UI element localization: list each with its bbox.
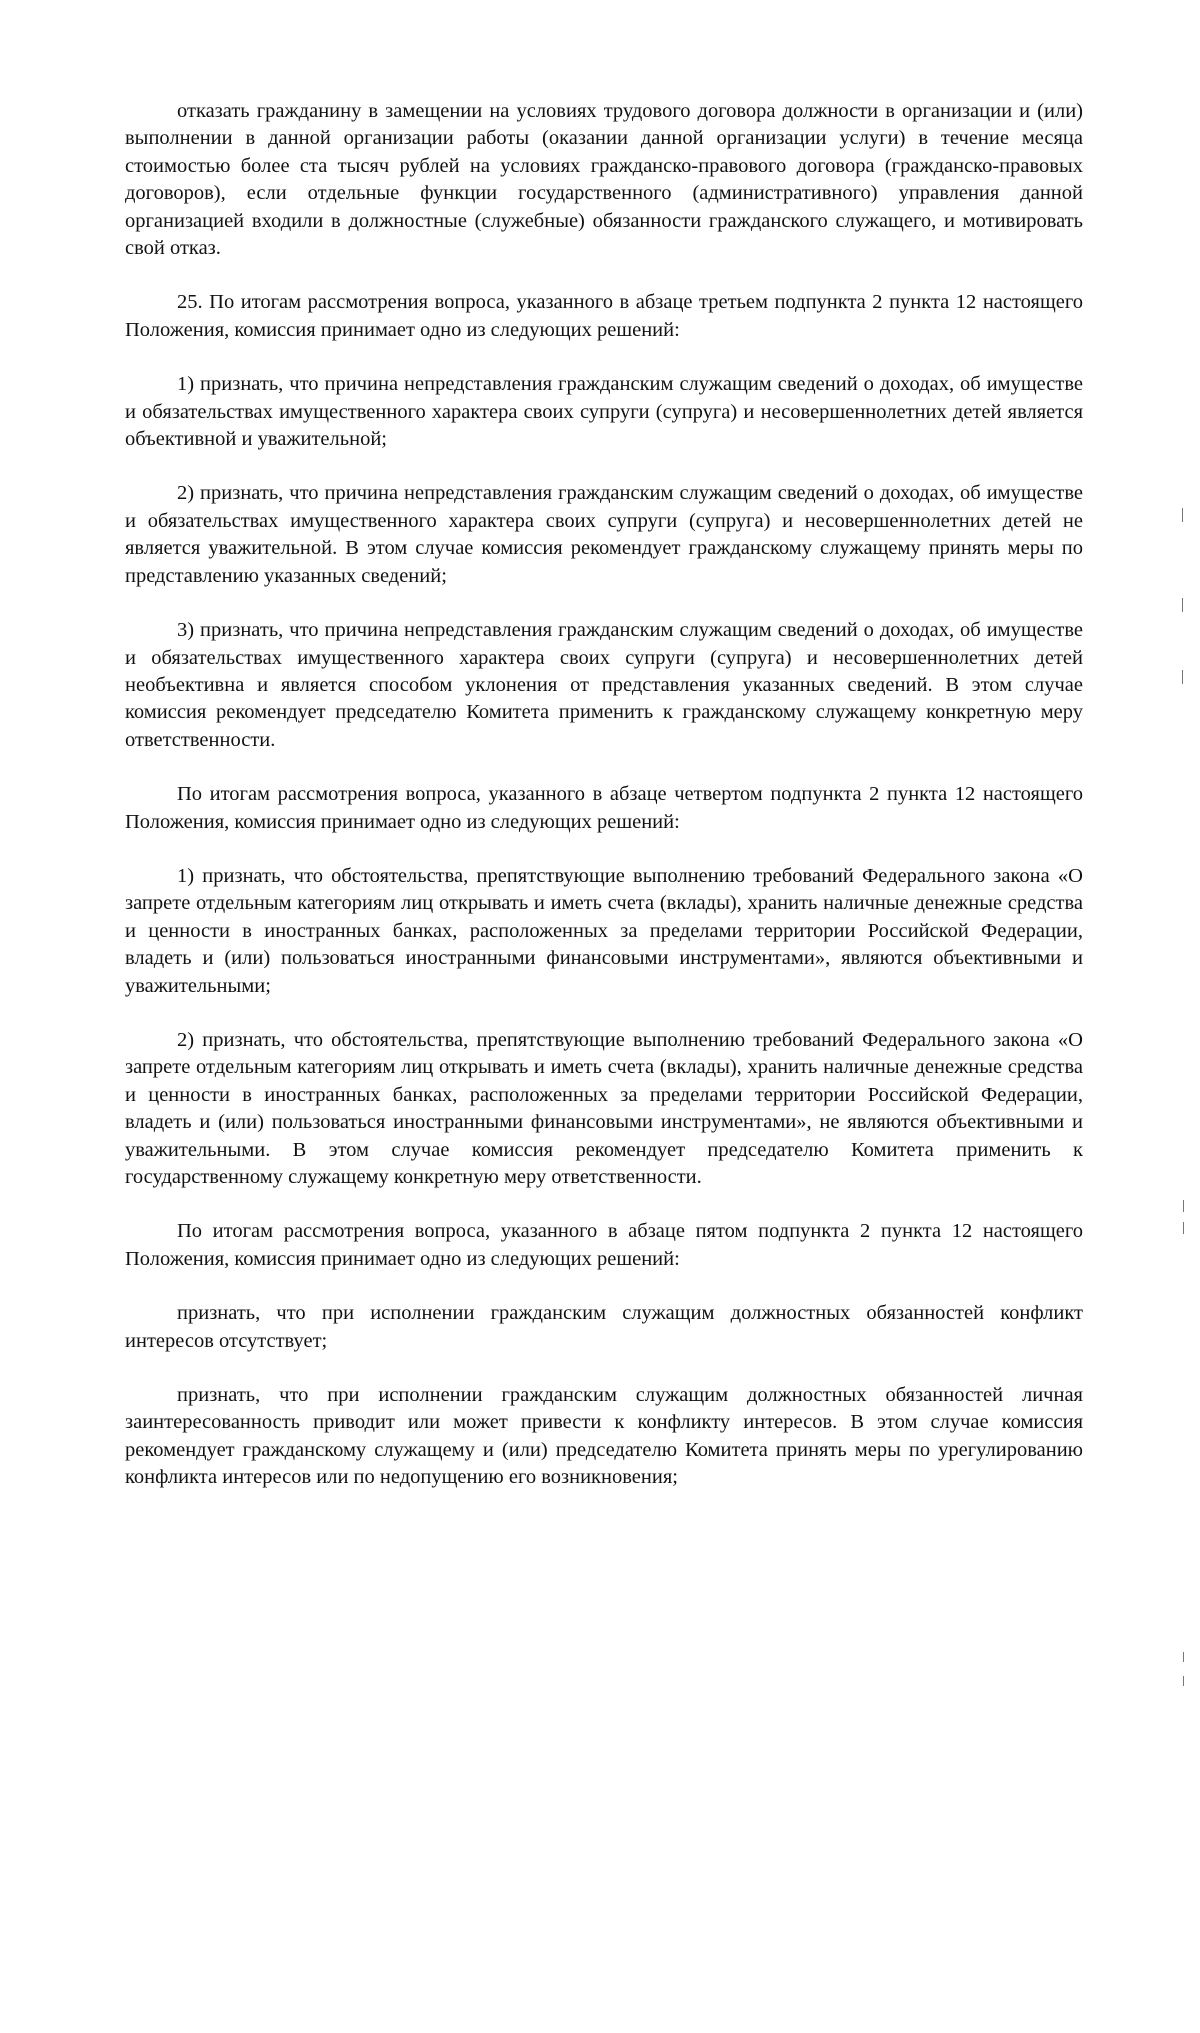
scan-mark: [1182, 598, 1183, 612]
paragraph-conflict-exists: признать, что при исполнении гражданским служащим должностных обязанностей личная заинтересованность приводит или может привести к конфликту интересов. В этом случае комиссия рекомендует гражданскому служащему и (или) председателю Комитета принять меры по урегулированию конфликта интересов или по недопущению его возникновения;: [125, 1384, 1083, 1489]
paragraph-fifth-abzac-intro: По итогам рассмотрения вопроса, указанного в абзаце пятом подпункта 2 пункта 12 настоящего Положения, комиссия принимает одно из следующих решений:: [125, 1220, 1083, 1270]
paragraph-item-25: 25. По итогам рассмотрения вопроса, указанного в абзаце третьем подпункта 2 пункта 12 настоящего Положения, комиссия принимает одно из следующих решений:: [125, 291, 1083, 341]
scan-mark: [1183, 1652, 1184, 1662]
scan-mark: [1183, 1200, 1184, 1212]
paragraph-refusal-continuation: отказать гражданину в замещении на условиях трудового договора должности в организации и (или) выполнении в данной организации работы (оказании данной организации услуги) в течение месяца стоимостью более ста тысяч рублей на условиях гражданско-правового договора (гражданско-правовых договоров), если отдельные функции государственного (административного) управления данной организацией входили в должностные (служебные) обязанности гражданского служащего, и мотивировать свой отказ.: [125, 100, 1083, 260]
paragraph-foreign-accounts-1: 1) признать, что обстоятельства, препятствующие выполнению требований Федерального закона «О запрете отдельным категориям лиц открывать и иметь счета (вклады), хранить наличные денежные средства и ценности в иностранных банках, расположенных за пределами территории Российской Федерации, владеть и (или) пользоваться иностранными финансовыми инструментами», являются объективными и уважительными;: [125, 864, 1083, 997]
scan-mark: [1182, 670, 1183, 684]
paragraph-no-conflict: признать, что при исполнении гражданским служащим должностных обязанностей конфликт интересов отсутствует;: [125, 1302, 1083, 1352]
scan-mark: [1183, 1222, 1184, 1234]
document-body: [125, 98, 1083, 1519]
paragraph-decision-1: 1) признать, что причина непредставления гражданским служащим сведений о доходах, об имуществе и обязательствах имущественного характера своих супруги (супруга) и несовершеннолетних детей является объективной и уважительной;: [125, 373, 1083, 451]
scan-mark: [1182, 508, 1183, 522]
paragraph-foreign-accounts-2: 2) признать, что обстоятельства, препятствующие выполнению требований Федерального закона «О запрете отдельным категориям лиц открывать и иметь счета (вклады), хранить наличные денежные средства и ценности в иностранных банках, расположенных за пределами территории Российской Федерации, владеть и (или) пользоваться иностранными финансовыми инструментами», не являются объективными и уважительными. В этом случае комиссия рекомендует председателю Комитета применить к государственному служащему конкретную меру ответственности.: [125, 1028, 1083, 1188]
paragraph-fourth-abzac-intro: По итогам рассмотрения вопроса, указанного в абзаце четвертом подпункта 2 пункта 12 настоящего Положения, комиссия принимает одно из следующих решений:: [125, 783, 1083, 833]
paragraph-decision-2: 2) признать, что причина непредставления гражданским служащим сведений о доходах, об имуществе и обязательствах имущественного характера своих супруги (супруга) и несовершеннолетних детей не является уважительной. В этом случае комиссия рекомендует гражданскому служащему принять меры по представлению указанных сведений;: [125, 482, 1083, 587]
paragraph-decision-3: 3) признать, что причина непредставления гражданским служащим сведений о доходах, об имуществе и обязательствах имущественного характера своих супруги (супруга) и несовершеннолетних детей необъективна и является способом уклонения от представления указанных сведений. В этом случае комиссия рекомендует председателю Комитета применить к гражданскому служащему конкретную меру ответственности.: [125, 619, 1083, 751]
scan-mark: [1183, 1676, 1184, 1686]
